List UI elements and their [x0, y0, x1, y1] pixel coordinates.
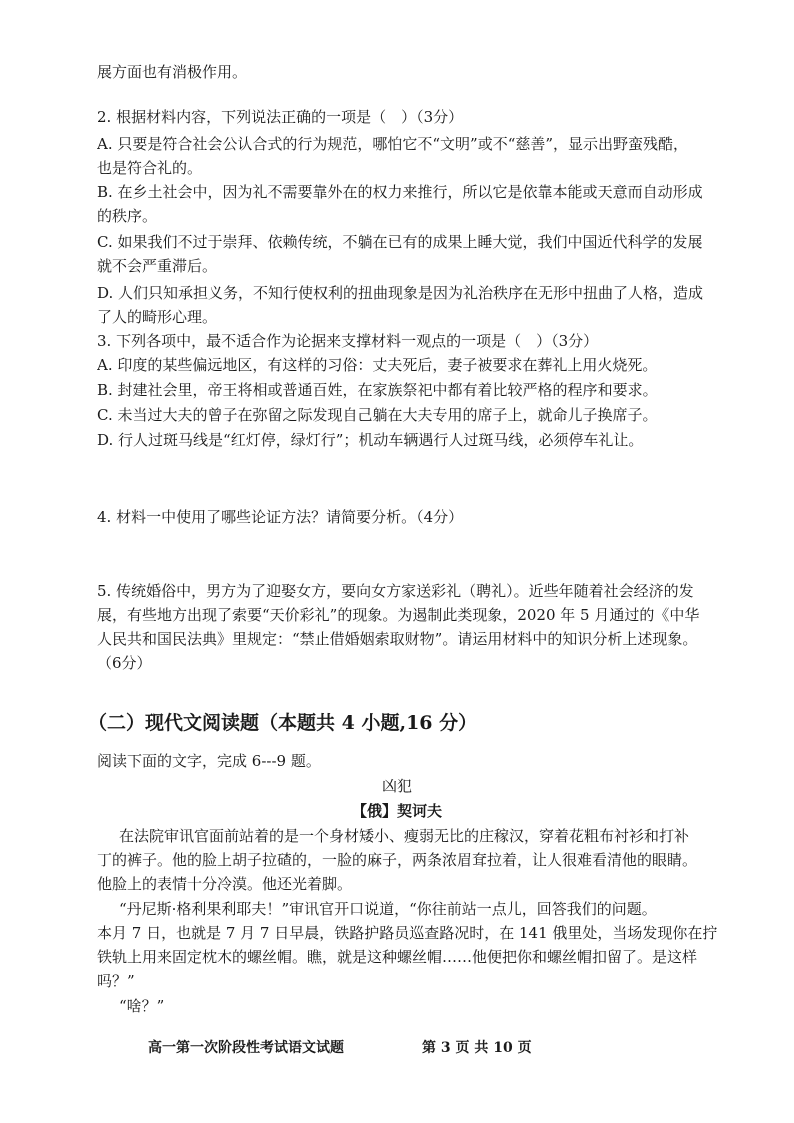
question-2-option-d-cont: 了人的畸形心理。: [97, 308, 218, 326]
question-5-line-3: 人民共和国民法典》里规定：“禁止借婚姻索取财物”。请运用材料中的知识分析上述现象。: [97, 630, 698, 648]
story-paragraph-cont: 铁轨上用来固定枕木的螺丝帽。瞧，就是这种螺丝帽……他便把你和螺丝帽扣留了。是这样: [97, 948, 698, 966]
story-title: 凶犯: [381, 777, 412, 795]
question-3-option-d: D. 行人过斑马线是“红灯停，绿灯行”；机动车辆遇行人过斑马线，必须停车礼让。: [97, 431, 644, 449]
story-paragraph-cont: 他脸上的表情十分冷漠。他还光着脚。: [97, 875, 353, 893]
question-2-option-a-cont: 也是符合礼的。: [97, 159, 203, 177]
question-2-option-c-cont: 就不会严重滞后。: [97, 257, 218, 275]
section-instruction: 阅读下面的文字，完成 6---9 题。: [97, 752, 321, 770]
question-3-option-c: C. 未当过大夫的曾子在弥留之际发现自己躺在大夫专用的席子上，就命儿子换席子。: [97, 406, 658, 424]
question-5-line-1: 5. 传统婚俗中，男方为了迎娶女方，要向女方家送彩礼（聘礼）。近些年随着社会经济的发: [97, 582, 694, 600]
footer-page-number: 第 3 页 共 10 页: [422, 1040, 532, 1056]
story-author: 【俄】契诃夫: [351, 802, 442, 820]
question-5-line-4: （6分）: [97, 654, 152, 672]
question-2-option-b-cont: 的秩序。: [97, 207, 158, 225]
footer-title: 高一第一次阶段性考试语文试题: [148, 1040, 344, 1056]
section-heading: （二）现代文阅读题（本题共 4 小题,16 分）: [88, 712, 478, 734]
story-paragraph-cont: 吗？”: [97, 972, 135, 990]
question-3-option-b: B. 封建社会里，帝王将相或普通百姓，在家族祭祀中都有着比较严格的程序和要求。: [97, 381, 658, 399]
story-paragraph-cont: 丁的裤子。他的脸上胡子拉碴的，一脸的麻子，两条浓眉耷拉着，让人很难看清他的眼睛。: [97, 851, 698, 869]
question-2-option-b: B. 在乡土社会中，因为礼不需要靠外在的权力来推行，所以它是依靠本能或天意而自动形成: [97, 183, 703, 201]
question-3-option-a: A. 印度的某些偏远地区，有这样的习俗：丈夫死后，妻子被要求在葬礼上用火烧死。: [97, 356, 658, 374]
story-paragraph: 在法院审讯官面前站着的是一个身材矮小、瘦弱无比的庄稼汉，穿着花粗布衬衫和打补: [119, 827, 690, 845]
question-2-option-d: D. 人们只知承担义务，不知行使权利的扭曲现象是因为礼治秩序在无形中扭曲了人格，造成: [97, 284, 704, 302]
story-paragraph: “啥？”: [119, 997, 165, 1015]
story-paragraph: “丹尼斯·格利果利耶夫！”审讯官开口说道，“你往前站一点儿，回答我们的问题。: [119, 900, 657, 918]
question-2-option-c: C. 如果我们不过于崇拜、依赖传统，不躺在已有的成果上睡大觉，我们中国近代科学的发展: [97, 233, 703, 251]
question-4: 4. 材料一中使用了哪些论证方法？请简要分析。（4分）: [97, 508, 464, 526]
story-paragraph-cont: 本月 7 日，也就是 7 月 7 日早晨，铁路护路员巡查路况时，在 141 俄里处，当场发现你在拧: [97, 924, 717, 942]
question-3-stem: 3. 下列各项中，最不适合作为论据来支撑材料一观点的一项是（ ）（3分）: [97, 332, 599, 350]
question-2-option-a: A. 只要是符合社会公认合式的行为规范，哪怕它不“文明”或不“慈善”，显示出野蛮残酷，: [97, 135, 689, 153]
text-line: 展方面也有消极作用。: [97, 63, 248, 81]
question-5-line-2: 展，有些地方出现了索要“天价彩礼”的现象。为遏制此类现象，2020 年 5 月通过的《中华: [97, 606, 700, 624]
question-2-stem: 2. 根据材料内容，下列说法正确的一项是（ ）（3分）: [97, 108, 464, 126]
